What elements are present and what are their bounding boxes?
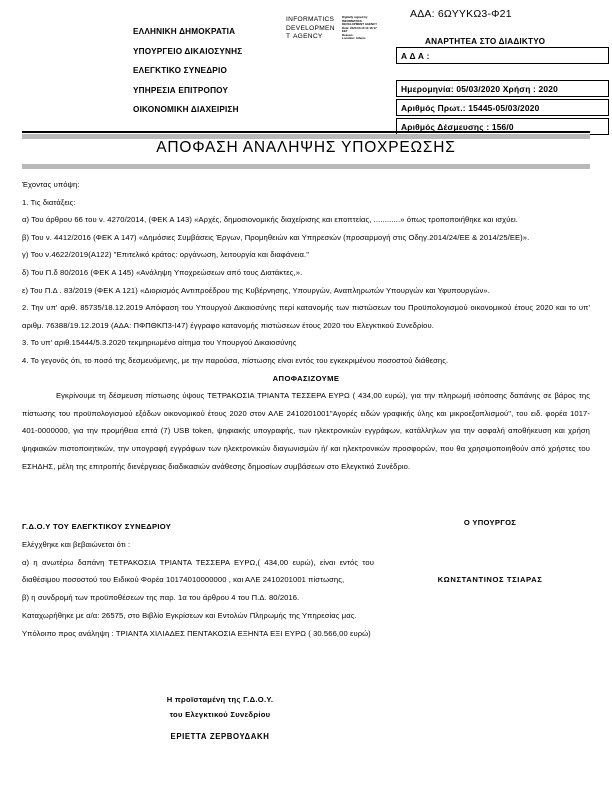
title-bottom-band: [22, 164, 590, 169]
body-intro: Έχοντας υπόψη:: [22, 180, 80, 189]
signer-title-block: [0, 692, 440, 722]
body-item-1d: δ) Του Π.δ 80/2016 (ΦΕΚ Α 145) «Ανάληψη Υποχρεώσεων από τους Διατάκτες,».: [22, 267, 303, 277]
gdoy-verification-column: [22, 518, 374, 643]
stamp-sig-line-4: Date: 2020.03.10 11:16:17: [342, 26, 377, 30]
commitment-field-box: Αριθμός Δέσμευσης : 156/0: [396, 118, 609, 135]
body-item-1e: ε) Του Π.Δ . 83/2019 (ΦΕΚ Α 121) «Διορισμός Αντιπροέδρου της Κυβέρνησης, Υπουργών, Αναπληρωτών Υπουργών και Υφυπουργών».: [22, 285, 490, 295]
gdoy-registration: Καταχωρήθηκε με α/α: 26575, στο Βιβλίο Εγκρίσεων και Εντολών Πληρωμής της Υπηρεσίας μας.: [22, 610, 357, 620]
document-header: [0, 0, 612, 130]
body-item-1: 1. Τις διατάξεις:: [22, 197, 76, 207]
protocol-field-box: Αριθμός Πρωτ.: 15445-05/03/2020: [396, 99, 609, 116]
org-line-4: ΥΠΗΡΕΣΙΑ ΕΠΙΤΡΟΠΟΥ: [133, 85, 229, 95]
date-field-box: Ημερομηνία: 05/03/2020 Χρήση : 2020: [396, 80, 609, 97]
document-body: [22, 176, 590, 475]
ada-field-box: Α Δ Α :: [396, 47, 609, 64]
stamp-agency-line-3: T AGENCY: [286, 33, 323, 41]
body-item-1g: γ) Του ν.4622/2019(Α122) "Επιτελικό κράτος: οργάνωση, λειτουργία και διαφάνεια.": [22, 250, 309, 260]
stamp-agency-name: [286, 16, 340, 42]
ada-code-top: ΑΔΑ: 6ΩΥΥΚΩ3-Φ21: [410, 8, 512, 20]
stamp-sig-line-2: INFORMATICS: [342, 19, 362, 23]
signer-name: ΕΡΙΕΤΤΑ ΖΕΡΒΟΥΔΑΚΗ: [170, 732, 270, 741]
published-online-label: ΑΝΑΡΤΗΤΕΑ ΣΤΟ ΔΙΑΔΙΚΤΥΟ: [425, 37, 546, 46]
issuing-organization-block: [133, 22, 283, 120]
title-top-rule: [22, 131, 590, 133]
minister-name: ΚΩΝΣΤΑΝΤΙΝΟΣ ΤΣΙΑΡΑΣ: [437, 575, 543, 584]
body-item-4: 4. Το γεγονός ότι, το ποσό της δεσμευόμενης, με την παρούσα, πίστωσης είναι εντός του εγκεκριμένου ποσοστού διάθεσης.: [22, 355, 449, 365]
gdoy-heading: Γ.Δ.Ο.Υ ΤΟΥ ΕΛΕΓΚΤΙΚΟΥ ΣΥΝΕΔΡΙΟΥ: [22, 522, 172, 531]
stamp-agency-line-2: DEVELOPMEN: [286, 24, 335, 32]
org-line-5: ΟΙΚΟΝΟΜΙΚΗ ΔΙΑΧΕΙΡΙΣΗ: [133, 105, 239, 114]
body-item-1a: α) Του άρθρου 66 του ν. 4270/2014, (ΦΕΚ Α 143) «Αρχές, δημοσιονομικής διαχείρισης και εποπτείας, ............» όπως τροποποιήθηκε και ισχύει.: [22, 215, 518, 225]
signer-title-line-1: Η προϊσταμένη της Γ.Δ.Ο.Υ.: [166, 695, 274, 704]
decision-text: Εγκρίνουμε τη δέσμευση πίστωσης ύψους ΤΕΤΡΑΚΟΣΙΑ ΤΡΙΑΝΤΑ ΤΕΣΣΕΡΑ ΕΥΡΩ ( 434,00 ευρώ), για την πληρωμή ισόποσης δαπάνης σε βάρος της πίστωσης του προϋπολογισμού εξόδων οικονομικού έτους 2020 στον ΑΛΕ 2410201001"Αγορές ειδών γραφικής ύλης και μικροεξοπλισμού", του ειδ. φορέα 1017-401-0000000, για την προμήθεια επτά (7) USB token, ψηφιακής υπογραφής, των ηλεκτρονικών εγγράφων, κατάλληλων για την ασφαλή αποθήκευση και χρήση ψηφιακών πιστοποιητικών, την υπογραφή εγγράφων των ηλεκτρονικών διαγωνισμών ή/ και ηλεκτρονικών προσφορών, που θα χρησιμοποιηθούν από χρήστες του ΕΣΗΔΗΣ, μέλη της επιτροπής διενέργειας διαδικασιών ανάθεσης δημοσίων συμβάσεων στο Ελεγκτικό Συνέδριο.: [22, 391, 590, 471]
footer-columns: [22, 518, 590, 643]
gdoy-check-a: α) η ανωτέρω δαπάνη ΤΕΤΡΑΚΟΣΙΑ ΤΡΙΑΝΤΑ ΤΕΣΣΕΡΑ ΕΥΡΩ,( 434,00 ευρώ), είναι εντός του διαθέσιμου ποσοστού του Ειδικού Φορέα 10174010000000 , και ΑΛΕ 2410201001 πίστωσης,: [22, 557, 374, 585]
body-item-1b: β) Του ν. 4412/2016 (ΦΕΚ Α 147) «Δημόσιες Συμβάσεις Έργων, Προμηθειών και Υπηρεσιών (προσαρμογή στις Οδηγ.2014/24/ΕΕ & 2014/25/ΕΕ)».: [22, 232, 530, 242]
decision-heading: ΑΠΟΦΑΣΙΖΟΥΜΕ: [272, 373, 340, 383]
stamp-sig-line-6: Reason:: [342, 33, 354, 37]
gdoy-check-line: Ελέγχθηκε και βεβαιώνεται ότι :: [22, 539, 131, 549]
stamp-sig-line-1: Digitally signed by: [342, 16, 368, 19]
page-title: ΑΠΟΦΑΣΗ ΑΝΑΛΗΨΗΣ ΥΠΟΧΡΕΩΣΗΣ: [156, 139, 456, 156]
stamp-sig-line-5: EET: [342, 30, 348, 33]
signer-title-line-2: του Ελεγκτικού Συνεδρίου: [169, 710, 271, 719]
stamp-agency-line-1: INFORMATICS: [286, 16, 335, 23]
body-item-2: 2. Την υπ' αριθ. 85735/18.12.2019 Απόφαση του Υπουργού Δικαιοσύνης περί κατανομής των πιστώσεων του Προϋπολογισμού οικονομικού έτους 2020 και το υπ' αριθμ. 76388/19.12.2019 (ΑΔΑ: ΠΦΠΘΚΠ3-Ι47) έγγραφο κατανομής πιστώσεων έτους 2020 του Ελεγκτικού Συνεδρίου.: [22, 303, 590, 330]
gdoy-balance: Υπόλοιπο προς ανάληψη : ΤΡΙΑΝΤΑ ΧΙΛΙΑΔΕΣ ΠΕΝΤΑΚΟΣΙΑ ΕΞΗΝΤΑ ΕΞΙ ΕΥΡΩ ( 30.566,00 ευρώ): [22, 628, 371, 638]
digital-signature-stamp: [286, 16, 398, 42]
gdoy-check-b: β) η συνδρομή των προϋποθέσεων της παρ. 1α του άρθρου 4 του Π.Δ. 80/2016.: [22, 593, 300, 603]
stamp-sig-line-3: DEVELOPMENT AGENCY: [342, 23, 378, 26]
org-line-3: ΕΛΕΓΚΤΙΚΟ ΣΥΝΕΔΡΙΟ: [133, 66, 228, 75]
stamp-sig-line-7: Location: Athens: [342, 37, 366, 40]
minister-label: Ο ΥΠΟΥΡΓΟΣ: [463, 518, 517, 527]
body-item-3: 3. Το υπ' αριθ.15444/5.3.2020 τεκμηριωμένο αίτημα του Υπουργού Δικαιοσύνης: [22, 338, 297, 348]
org-line-1: ΕΛΛΗΝΙΚΗ ΔΗΜΟΚΡΑΤΙΑ: [133, 27, 236, 36]
stamp-signature-details: [342, 16, 396, 42]
org-line-2: ΥΠΟΥΡΓΕΙΟ ΔΙΚΑΙΟΣΥΝΗΣ: [133, 46, 243, 56]
